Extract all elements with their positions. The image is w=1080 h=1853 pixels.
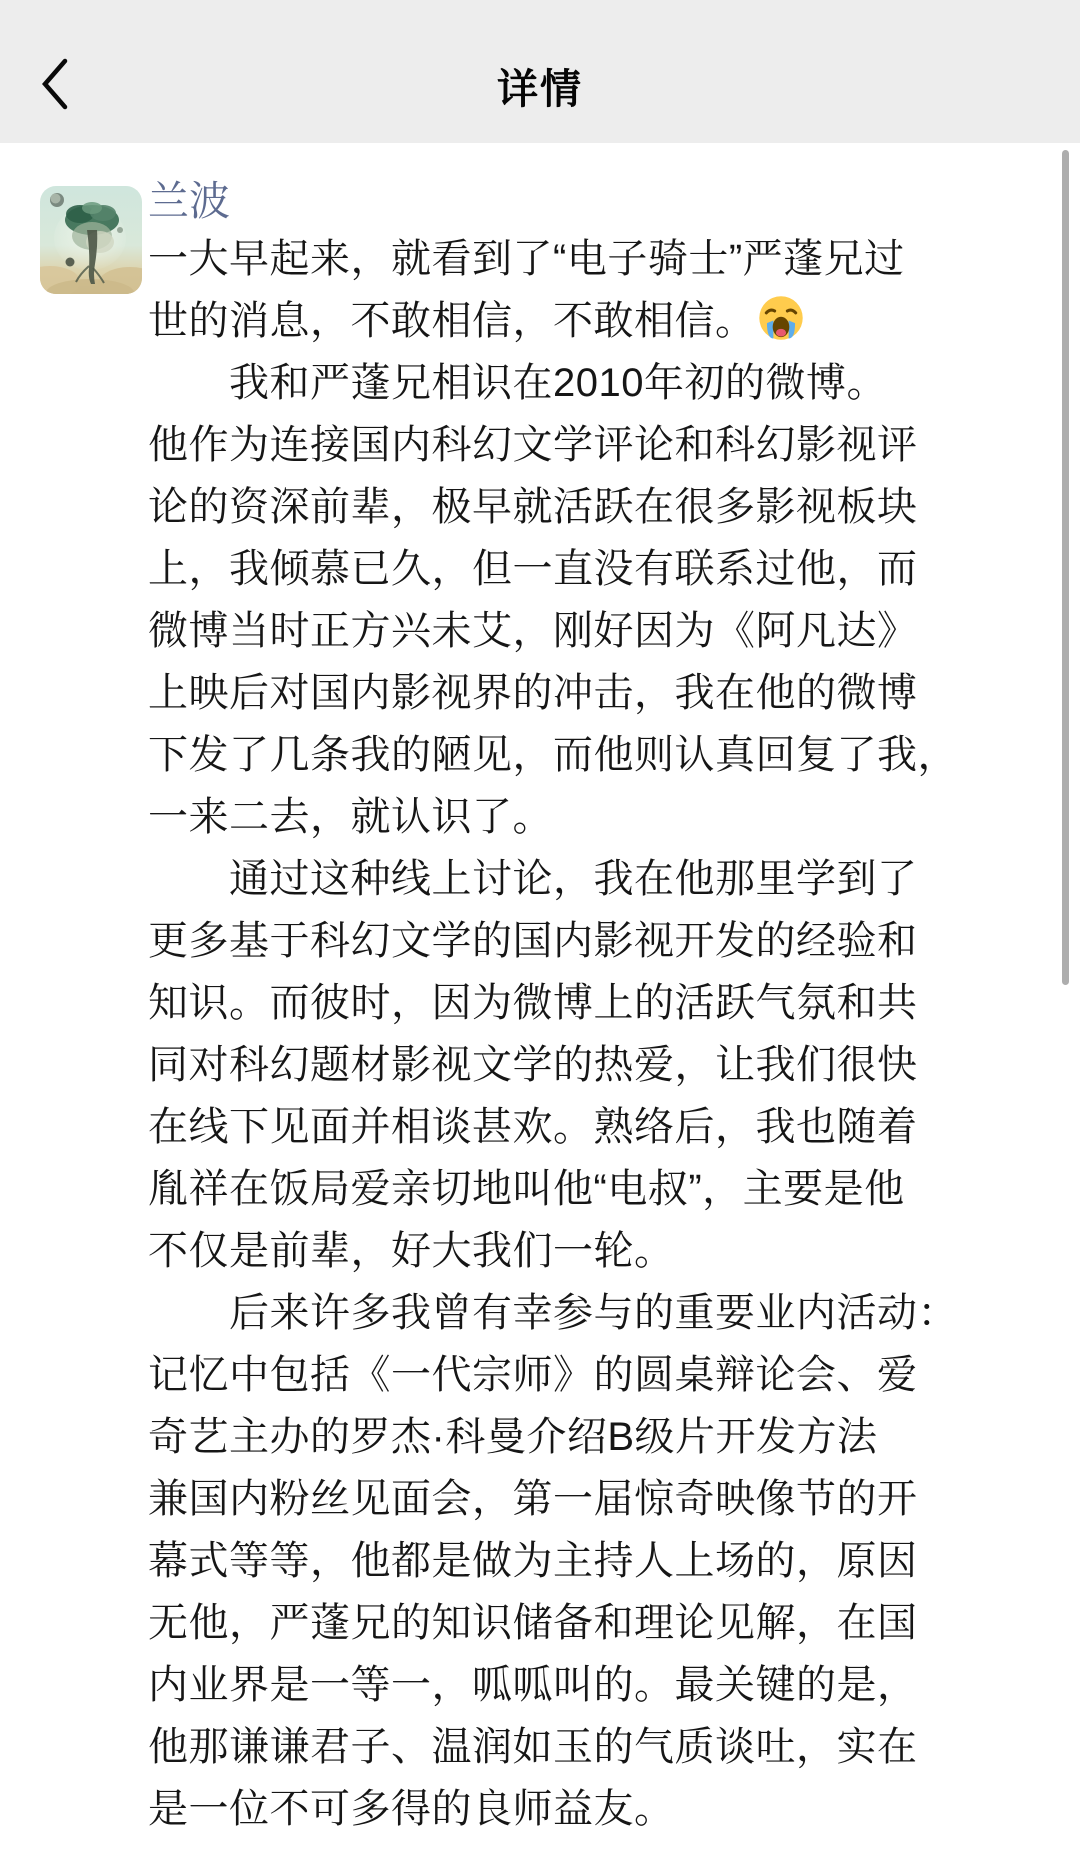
post-text-line: 后来许多我曾有幸参与的重要业内活动： — [148, 1291, 958, 1335]
post-text-line: 在线下见面并相谈甚欢。熟络后，我也随着 — [148, 1105, 918, 1149]
post-text-line: 他作为连接国内科幻文学评论和科幻影视评 — [148, 423, 918, 467]
post-text-line: 他那谦谦君子、温润如玉的气质谈吐，实在 — [148, 1725, 918, 1769]
post-text-line: 论的资深前辈，极早就活跃在很多影视板块 — [148, 485, 918, 529]
post-text-line: 知识。而彼时，因为微博上的活跃气氛和共 — [148, 981, 918, 1025]
post-text-line: 微博当时正方兴未艾，刚好因为《阿凡达》 — [148, 609, 918, 653]
post-text-line: 一来二去，就认识了。 — [148, 795, 553, 839]
post-text-line: 幕式等等，他都是做为主持人上场的，原因 — [148, 1539, 918, 1583]
post-text-line: 下发了几条我的陋见，而他则认真回复了我， — [148, 733, 958, 777]
post-text-line: 奇艺主办的罗杰·科曼介绍B级片开发方法 — [148, 1415, 878, 1459]
post-text-line: 上映后对国内影视界的冲击，我在他的微博 — [148, 671, 918, 715]
post-text-line: 不仅是前辈，好大我们一轮。 — [148, 1229, 675, 1273]
scrollbar-thumb[interactable] — [1062, 150, 1069, 985]
post-text-line: 上，我倾慕已久，但一直没有联系过他，而 — [148, 547, 918, 591]
post-text-line-text: 世的消息，不敢相信，不敢相信。 — [148, 299, 756, 343]
post-text-line: 兼国内粉丝见面会，第一届惊奇映像节的开 — [148, 1477, 918, 1521]
header-bar — [0, 0, 1080, 143]
post-text-line: 更多基于科幻文学的国内影视开发的经验和 — [148, 919, 918, 963]
loudly-crying-face-emoji-icon — [758, 295, 804, 341]
page-title: 详情 — [497, 66, 583, 112]
post-text-line: 无他，严蓬兄的知识储备和理论见解，在国 — [148, 1601, 918, 1645]
post-text-line: 我和严蓬兄相识在2010年初的微博。 — [148, 361, 887, 405]
avatar[interactable] — [40, 186, 142, 294]
post-text-line: 同对科幻题材影视文学的热爱，让我们很快 — [148, 1043, 918, 1087]
author-name[interactable]: 兰波 — [148, 178, 230, 224]
post-text-line: 一大早起来，就看到了“电子骑士”严蓬兄过 — [148, 237, 905, 281]
post-text-line: 胤祥在饭局爱亲切地叫他“电叔”，主要是他 — [148, 1167, 905, 1211]
post-text-line: 内业界是一等一，呱呱叫的。最关键的是， — [148, 1663, 918, 1707]
post-text-line: 记忆中包括《一代宗师》的圆桌辩论会、爱 — [148, 1353, 918, 1397]
post-detail — [0, 143, 1080, 1853]
post-text-line: 是一位不可多得的良师益友。 — [148, 1787, 675, 1831]
post-text-line: 通过这种线上讨论，我在他那里学到了 — [148, 857, 918, 901]
post-text-line — [148, 290, 1063, 352]
post-body — [148, 228, 1063, 1840]
